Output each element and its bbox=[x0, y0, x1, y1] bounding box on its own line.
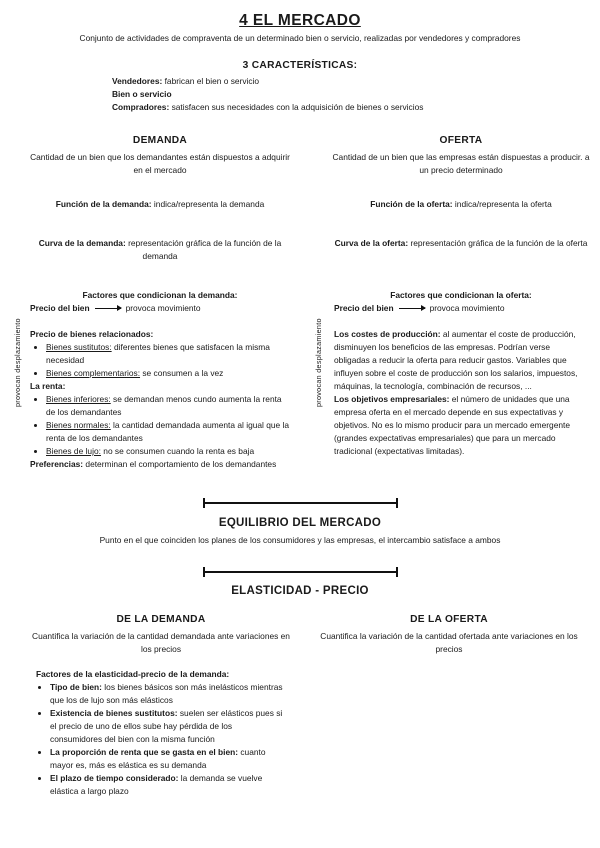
caracteristica-text: fabrican el bien o servicio bbox=[162, 76, 260, 86]
oferta-factores-heading bbox=[332, 289, 590, 302]
costes-paragraph bbox=[334, 328, 588, 393]
caracteristica-label: Bien o servicio bbox=[112, 89, 172, 99]
list-item-text: la cantidad demandada aumenta al igual que la renta de los demandantes bbox=[46, 420, 290, 443]
list-item bbox=[50, 707, 286, 746]
relacionados-list bbox=[30, 341, 292, 380]
costes-label: Los costes de producción: bbox=[334, 329, 441, 339]
list-item bbox=[46, 393, 292, 419]
list-item-term: Bienes complementarios: bbox=[46, 368, 141, 378]
caracteristica-item bbox=[112, 88, 532, 101]
list-item bbox=[46, 367, 292, 380]
oferta-curva-text: representación gráfica de la función de la oferta bbox=[408, 238, 588, 248]
caracteristica-label: Vendedores: bbox=[112, 76, 163, 86]
list-item-term: Bienes de lujo: bbox=[46, 446, 101, 456]
demanda-side-label: provocan desplazamiento bbox=[13, 318, 22, 407]
page-title: 4 EL MERCADO bbox=[239, 12, 361, 29]
elasticidad-factores-heading-text: Factores de la elasticidad-precio de la demanda: bbox=[36, 669, 230, 679]
list-item-term: Bienes inferiores: bbox=[46, 394, 111, 404]
elasticidad-factores-heading bbox=[36, 668, 286, 681]
demanda-funcion-text: indica/representa la demanda bbox=[151, 199, 265, 209]
list-item-label: Tipo de bien: bbox=[50, 682, 102, 692]
demanda-precio-text: provoca movimiento bbox=[125, 303, 201, 313]
caracteristicas-heading: 3 CARACTERÍSTICAS: bbox=[242, 60, 358, 71]
oferta-precio-row bbox=[334, 302, 590, 315]
list-item-text: suelen ser elásticos pues si el precio de uno de ellos sube hay pérdida de los consumidores del bien con la misma función bbox=[50, 708, 283, 744]
list-item bbox=[46, 419, 292, 445]
oferta-curva bbox=[332, 237, 590, 250]
demanda-factores-heading-text: Factores que condicionan la demanda: bbox=[82, 290, 238, 300]
demanda-funcion bbox=[30, 198, 290, 211]
demanda-factores-heading bbox=[30, 289, 290, 302]
oferta-factores-body bbox=[334, 328, 588, 458]
demanda-curva bbox=[30, 237, 290, 263]
caracteristicas-list bbox=[112, 75, 532, 114]
equilibrio-heading: EQUILIBRIO DEL MERCADO bbox=[218, 517, 382, 529]
costes-text: al aumentar el coste de producción, disminuyen los beneficios de las empresas. Podrían verse obligadas a reducir la oferta para reducir gastos. Variables que influyen sobre el coste de producción son los salarios, impuestos, máquinas, la tecnología, combinación de recursos, ... bbox=[334, 329, 578, 391]
caracteristica-item bbox=[112, 75, 532, 88]
demanda-curva-text: representación gráfica de la función de la demanda bbox=[125, 238, 282, 261]
list-item-term: Bienes sustitutos: bbox=[46, 342, 112, 352]
demanda-factores-body bbox=[30, 328, 292, 471]
objetivos-text: el número de unidades que una empresa oferta en el mercado depende en sus expectativas y objetivos. No es lo mismo producir para un mercado emergente (grandes expectativas empresariales) que para un mercado tradicional (expectativas limitadas). bbox=[334, 394, 571, 456]
oferta-heading: OFERTA bbox=[439, 135, 483, 146]
list-item-label: La proporción de renta que se gasta en el bien: bbox=[50, 747, 239, 757]
elasticidad-oferta-heading: DE LA OFERTA bbox=[410, 614, 488, 625]
oferta-funcion bbox=[332, 198, 590, 211]
renta-label bbox=[30, 380, 292, 393]
list-item-label: El plazo de tiempo considerado: bbox=[50, 773, 179, 783]
preferencias-label: Preferencias: bbox=[30, 459, 84, 469]
caracteristica-label: Compradores: bbox=[112, 102, 170, 112]
list-item bbox=[46, 445, 292, 458]
relacionados-label-text: Precio de bienes relacionados: bbox=[30, 329, 154, 339]
oferta-factores-heading-text: Factores que condicionan la oferta: bbox=[390, 290, 532, 300]
elasticidad-demanda-heading: DE LA DEMANDA bbox=[116, 614, 206, 625]
list-item-text: se demandan menos cundo aumenta la renta de los demandantes bbox=[46, 394, 282, 417]
demanda-curva-label: Curva de la demanda: bbox=[38, 238, 126, 248]
preferencias-text: determinan el comportamiento de los demandantes bbox=[83, 459, 277, 469]
oferta-precio-text: provoca movimiento bbox=[429, 303, 505, 313]
divider-cap bbox=[396, 567, 398, 577]
oferta-curva-label: Curva de la oferta: bbox=[334, 238, 409, 248]
demanda-heading: DEMANDA bbox=[132, 135, 188, 146]
list-item-text: no se consumen cuando la renta es baja bbox=[100, 446, 255, 456]
list-item bbox=[46, 341, 292, 367]
caracteristica-item bbox=[112, 101, 532, 114]
section-divider bbox=[203, 571, 398, 573]
list-item-text: diferentes bienes que satisfacen la misma necesidad bbox=[46, 342, 270, 365]
list-item-text: la demanda se vuelve elástica a largo plazo bbox=[50, 773, 263, 796]
arrow-icon bbox=[95, 308, 121, 309]
renta-list bbox=[30, 393, 292, 458]
oferta-funcion-text: indica/representa la oferta bbox=[452, 199, 552, 209]
oferta-definition: Cantidad de un bien que las empresas están dispuestas a producir. a un precio determinado bbox=[332, 152, 590, 175]
elasticidad-oferta-text: Cuantifica la variación de la cantidad ofertada ante variaciones en los precios bbox=[320, 631, 578, 654]
elasticidad-demanda-text: Cuantifica la variación de la cantidad demandada ante variaciones en los precios bbox=[32, 631, 290, 654]
list-item-label: Existencia de bienes sustitutos: bbox=[50, 708, 178, 718]
elasticidad-factores bbox=[36, 668, 286, 798]
oferta-side-label: provocan desplazamiento bbox=[314, 318, 323, 407]
list-item-text: se consumen a la vez bbox=[140, 368, 224, 378]
list-item bbox=[50, 746, 286, 772]
objetivos-label: Los objetivos empresariales: bbox=[334, 394, 450, 404]
elasticidad-factores-list bbox=[36, 681, 286, 798]
elasticidad-heading: ELASTICIDAD - PRECIO bbox=[231, 585, 369, 597]
arrow-icon bbox=[399, 308, 425, 309]
list-item-text: los bienes básicos son más inelásticos mientras que los de lujo son más elásticos bbox=[50, 682, 283, 705]
demanda-funcion-label: Función de la demanda: bbox=[55, 199, 152, 209]
oferta-precio-label: Precio del bien bbox=[334, 303, 394, 313]
demanda-precio-label: Precio del bien bbox=[30, 303, 90, 313]
list-item bbox=[50, 772, 286, 798]
list-item-term: Bienes normales: bbox=[46, 420, 111, 430]
demanda-definition: Cantidad de un bien que los demandantes están dispuestos a adquirir en el mercado bbox=[30, 152, 290, 175]
intro-text: Conjunto de actividades de compraventa de un determinado bien o servicio, realizadas por vendedores y compradores bbox=[79, 33, 521, 43]
preferencias bbox=[30, 458, 292, 471]
caracteristica-text: satisfacen sus necesidades con la adquisición de bienes o servicios bbox=[169, 102, 424, 112]
equilibrio-text: Punto en el que coinciden los planes de los consumidores y las empresas, el intercambio satisface a ambos bbox=[99, 535, 501, 545]
section-divider bbox=[203, 502, 398, 504]
oferta-funcion-label: Función de la oferta: bbox=[370, 199, 453, 209]
list-item bbox=[50, 681, 286, 707]
demanda-precio-row bbox=[30, 302, 290, 315]
renta-label-text: La renta: bbox=[30, 381, 66, 391]
relacionados-label bbox=[30, 328, 292, 341]
list-item-text: cuanto mayor es, más es elástica es su demanda bbox=[50, 747, 266, 770]
objetivos-paragraph bbox=[334, 393, 588, 458]
divider-cap bbox=[396, 498, 398, 508]
